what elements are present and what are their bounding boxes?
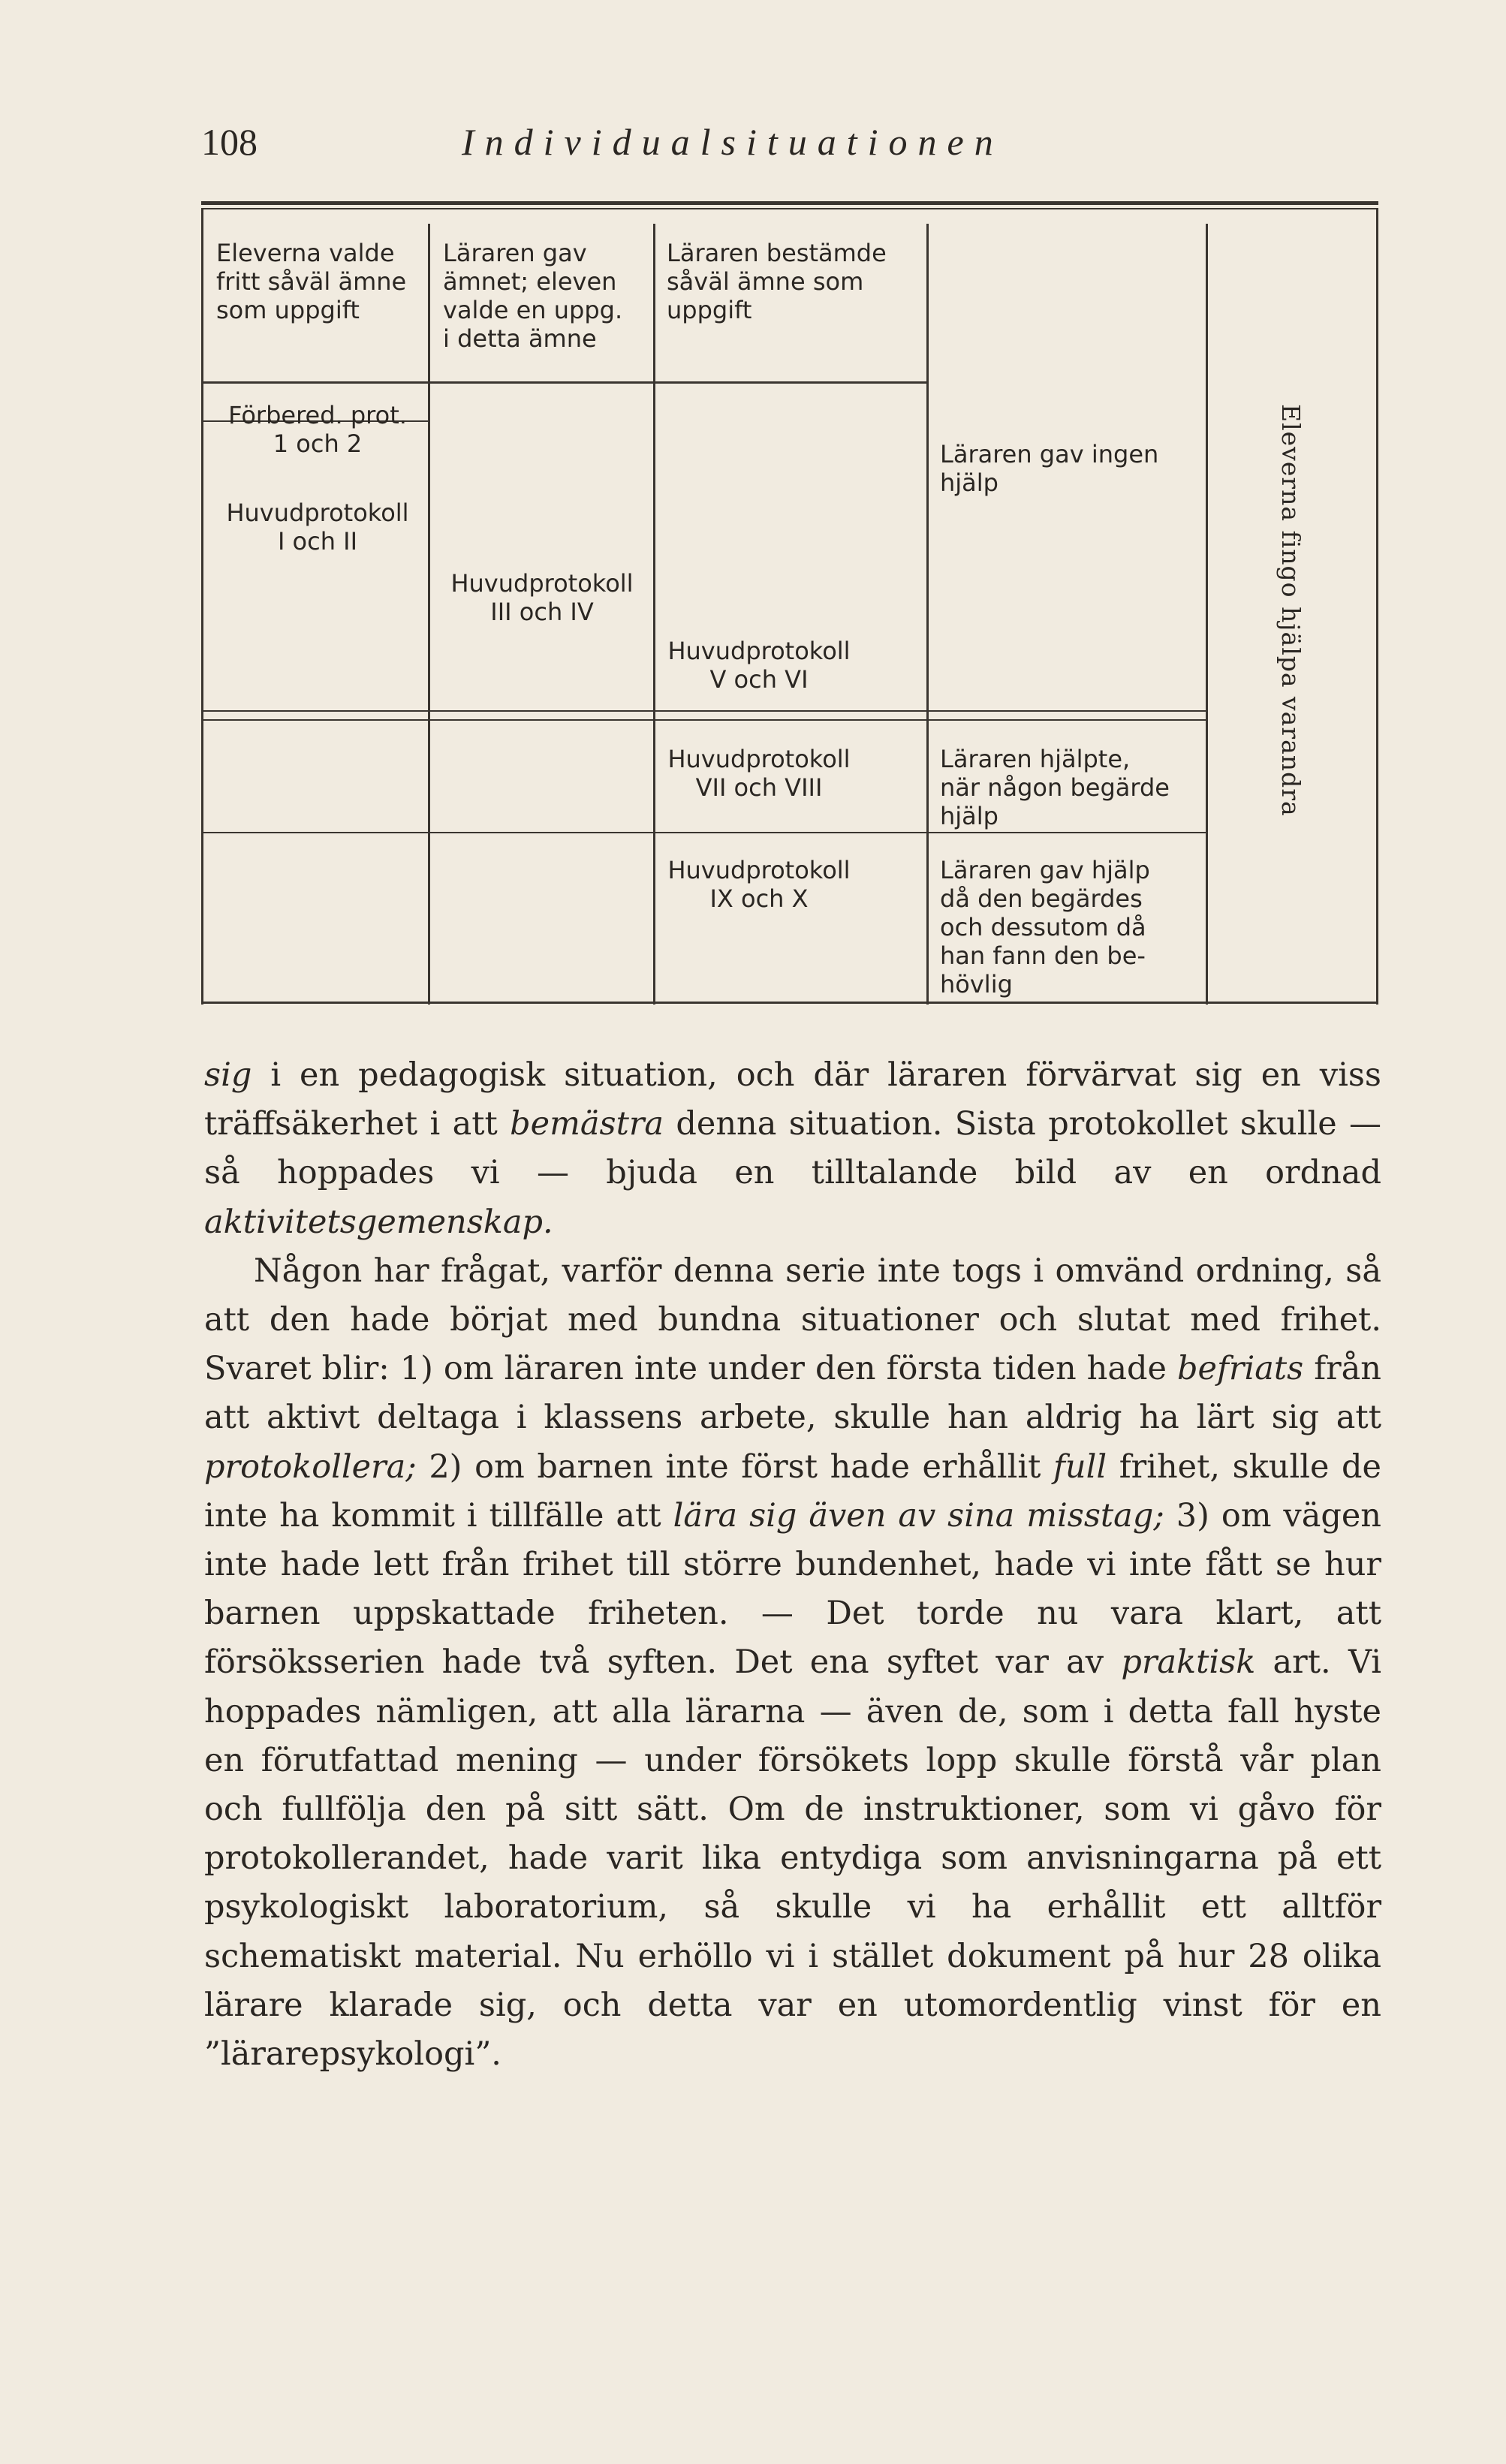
running-title: Individualsituationen xyxy=(462,121,1004,163)
cell-help-none: Läraren gav ingen hjälp xyxy=(940,440,1159,497)
cell-prot-3-4: Huvudprotokoll III och IV xyxy=(450,569,634,626)
emph-lara-sig: lära sig även av sina misstag; xyxy=(673,1496,1164,1535)
table-bottom-rule xyxy=(201,1002,1378,1004)
col-divider-2 xyxy=(653,224,655,1005)
paragraph-2 xyxy=(204,1247,1381,2079)
table-top-rule-thin xyxy=(201,208,1378,209)
table-right-border xyxy=(1376,209,1378,1005)
emph-befriats: befriats xyxy=(1177,1350,1304,1388)
text-run: från att aktivt deltaga i klassens arbete, skulle han aldrig ha lärt sig att xyxy=(204,1350,1381,1437)
text-run: denna situation. Sista protokollet skulle — så hoppades vi — bjuda en tilltalande bild av en ordnad xyxy=(204,1105,1381,1192)
emph-aktivitetsgemenskap: aktivitetsgemenskap. xyxy=(204,1203,553,1241)
emph-praktisk: praktisk xyxy=(1121,1643,1256,1682)
emph-bemastra: bemästra xyxy=(510,1105,664,1143)
table-left-border xyxy=(201,209,203,1005)
body-text xyxy=(204,1051,1381,2079)
header-rule xyxy=(201,381,926,384)
col-header-free-choice: Eleverna valde fritt såväl ämne som uppgift xyxy=(216,239,407,324)
cell-prot-9-10: Huvudprotokoll IX och X xyxy=(667,856,851,913)
row-rule-2 xyxy=(201,832,1206,833)
col-header-teacher-both: Läraren bestämde såväl ämne som uppgift xyxy=(667,239,887,324)
emph-protokollera: protokollera; xyxy=(204,1447,417,1486)
col-divider-1 xyxy=(428,224,430,1005)
row-rule-1 xyxy=(201,710,1206,712)
text-run: i en pedagogisk situation, och där läraren förvärvat sig en viss träffsäkerhet i att xyxy=(204,1056,1381,1143)
col-divider-4 xyxy=(1206,224,1208,1005)
vertical-label-peer-help: Eleverna fingo hjälpa varandra xyxy=(1276,404,1306,817)
text-run: art. Vi hoppades nämligen, att alla lärarna — även de, som i detta fall hyste en förutfattad mening — under försökets lopp skulle förstå vår plan och fullfölja den på sitt sätt. Om de instruktioner, som vi gåvo för protokollerandet, hade varit lika entydiga som anvisningarna på ett psykologiskt laboratorium, så skulle vi ha erhållit ett alltför schematiskt material. Nu erhöllo vi i stället dokument på hur 28 olika lärare klarade sig, och detta var en utomordentlig vinst för en ”lärarepsykologi”. xyxy=(204,1643,1382,2074)
row-rule-1b xyxy=(201,719,1206,721)
cell-prot-1-2: Huvudprotokoll I och II xyxy=(226,499,409,556)
text-run: 2) om barnen inte först hade erhållit xyxy=(416,1447,1053,1486)
emph-sig: sig xyxy=(204,1056,252,1094)
cell-help-needed: Läraren gav hjälp då den begärdes och dessutom då han fann den be- hövlig xyxy=(940,856,1150,999)
cell-prot-7-8: Huvudprotokoll VII och VIII xyxy=(667,745,851,802)
col-divider-3 xyxy=(926,224,929,1005)
paragraph-1 xyxy=(204,1051,1381,1247)
page-number: 108 xyxy=(201,121,258,163)
cell-help-on-request: Läraren hjälpte, när någon begärde hjälp xyxy=(940,745,1170,830)
table-top-rule xyxy=(201,201,1378,205)
text-run: frihet, skulle de inte ha kommit i tillfälle att xyxy=(204,1447,1382,1535)
text-run: Någon har frågat, varför denna serie inte togs i omvänd ordning, så att den hade börjat med bundna situationer och slutat med frihet. Svaret blir: 1) om läraren inte under den första tiden hade xyxy=(204,1252,1381,1388)
emph-full: full xyxy=(1053,1447,1107,1486)
protocol-table xyxy=(201,201,1378,1005)
cell-forbered: Förbered. prot. 1 och 2 xyxy=(228,401,407,458)
cell-prot-5-6: Huvudprotokoll V och VI xyxy=(667,637,851,694)
col-header-teacher-subject: Läraren gav ämnet; eleven valde en uppg. i detta ämne xyxy=(443,239,623,353)
text-run: 3) om vägen inte hade lett från frihet till större bundenhet, hade vi inte fått se hur barnen uppskattade friheten. — Det torde nu vara klart, att försöksserien hade två syften. Det ena syftet var av xyxy=(204,1496,1382,1682)
